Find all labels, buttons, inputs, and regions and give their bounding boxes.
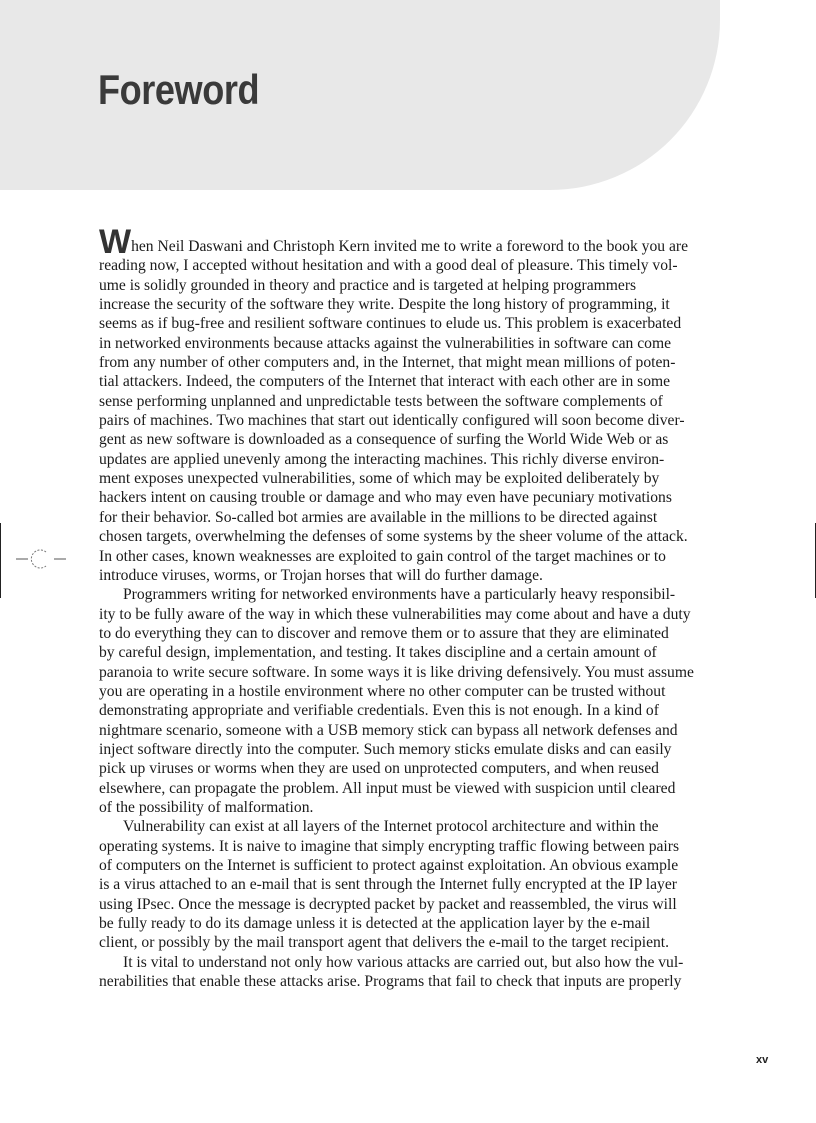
text-line: demonstrating appropriate and verifiable credentials. Even this is not enough. In a kind of [99,702,659,720]
text-line: nightmare scenario, someone with a USB memory stick can bypass all network defenses and [99,721,678,739]
text-line: In other cases, known weaknesses are exploited to gain control of the target machines or to [99,547,666,565]
text-line: using IPsec. Once the message is decrypted packet by packet and reassembled, the virus will [99,895,677,913]
drop-cap: W [99,223,132,261]
page-number: xv [756,1054,769,1066]
text-line: of computers on the Internet is sufficient to protect against exploitation. An obvious example [99,857,679,874]
text-line: be fully ready to do its damage unless it is detected at the application layer by the e-mail [99,915,651,933]
text-line: tial attackers. Indeed, the computers of the Internet that interact with each other are in some [99,373,671,391]
text-line: in networked environments because attacks against the vulnerabilities in software can come [99,334,672,352]
text-line: pairs of machines. Two machines that start out identically configured will soon become diver- [99,412,685,430]
text-line: inject software directly into the computer. Such memory sticks emulate disks and can easily [99,740,672,758]
text-line: introduce viruses, worms, or Trojan horses that will do further damage. [99,566,543,584]
registration-mark-icon [16,548,66,570]
text-line: of the possibility of malformation. [99,798,314,816]
chapter-title: Foreword [98,66,260,113]
text-line: pick up viruses or worms when they are used on unprotected computers, and when reused [99,760,659,778]
text-line: to do everything they can to discover and remove them or to assure that they are eliminated [99,624,669,642]
text-line: reading now, I accepted without hesitation and with a good deal of pleasure. This timely vol- [99,257,678,275]
text-line: Vulnerability can exist at all layers of the Internet protocol architecture and within the [123,818,659,836]
text-line: elsewhere, can propagate the problem. All input must be viewed with suspicion until cleared [99,779,676,797]
text-line: ity to be fully aware of the way in which these vulnerabilities may come about and have a duty [99,605,691,623]
text-line: sense performing unplanned and unpredictable tests between the software complements of [99,392,663,410]
text-line: chosen targets, overwhelming the defenses of some systems by the sheer volume of the attack. [99,528,688,546]
text-line: ment exposes unexpected vulnerabilities, some of which may be exploited deliberately by [99,470,660,488]
margin-rule-left [0,523,1,598]
text-line: It is vital to understand not only how various attacks are carried out, but also how the vul- [123,953,684,971]
text-line: by careful design, implementation, and testing. It takes discipline and a certain amount of [99,644,657,662]
text-line: client, or possibly by the mail transport agent that delivers the e-mail to the target recipient. [99,934,670,952]
text-line: operating systems. It is naive to imagine that simply encrypting traffic flowing between pairs [99,837,680,855]
text-line: ume is solidly grounded in theory and practice and is targeted at helping programmers [99,276,637,294]
text-line: for their behavior. So-called bot armies are available in the millions to be directed against [99,508,658,526]
text-line: gent as new software is downloaded as a consequence of surfing the World Wide Web or as [99,431,669,449]
text-line: paranoia to write secure software. In some ways it is like driving defensively. You must assume [99,663,694,681]
text-line: updates are applied unevenly among the interacting machines. This richly diverse environ- [99,450,665,468]
text-line: seems as if bug-free and resilient software continues to elude us. This problem is exacerbated [99,315,682,333]
text-line: is a virus attached to an e-mail that is sent through the Internet fully encrypted at the IP layer [99,876,677,894]
text-line: from any number of other computers and, in the Internet, that might mean millions of poten- [99,354,676,372]
text-line: hackers intent on causing trouble or damage and who may even have pecuniary motivations [99,489,672,507]
foreword-body [99,223,717,991]
text-line: nerabilities that enable these attacks arise. Programs that fail to check that inputs are properly [99,973,682,991]
text-line: you are operating in a hostile environment where no other computer can be trusted without [99,682,666,700]
text-line: Programmers writing for networked environments have a particularly heavy responsibil- [123,586,676,604]
text-line: increase the security of the software they write. Despite the long history of programming, it [99,296,670,314]
text-line: When Neil Daswani and Christoph Kern invited me to write a foreword to the book you are [99,223,688,261]
